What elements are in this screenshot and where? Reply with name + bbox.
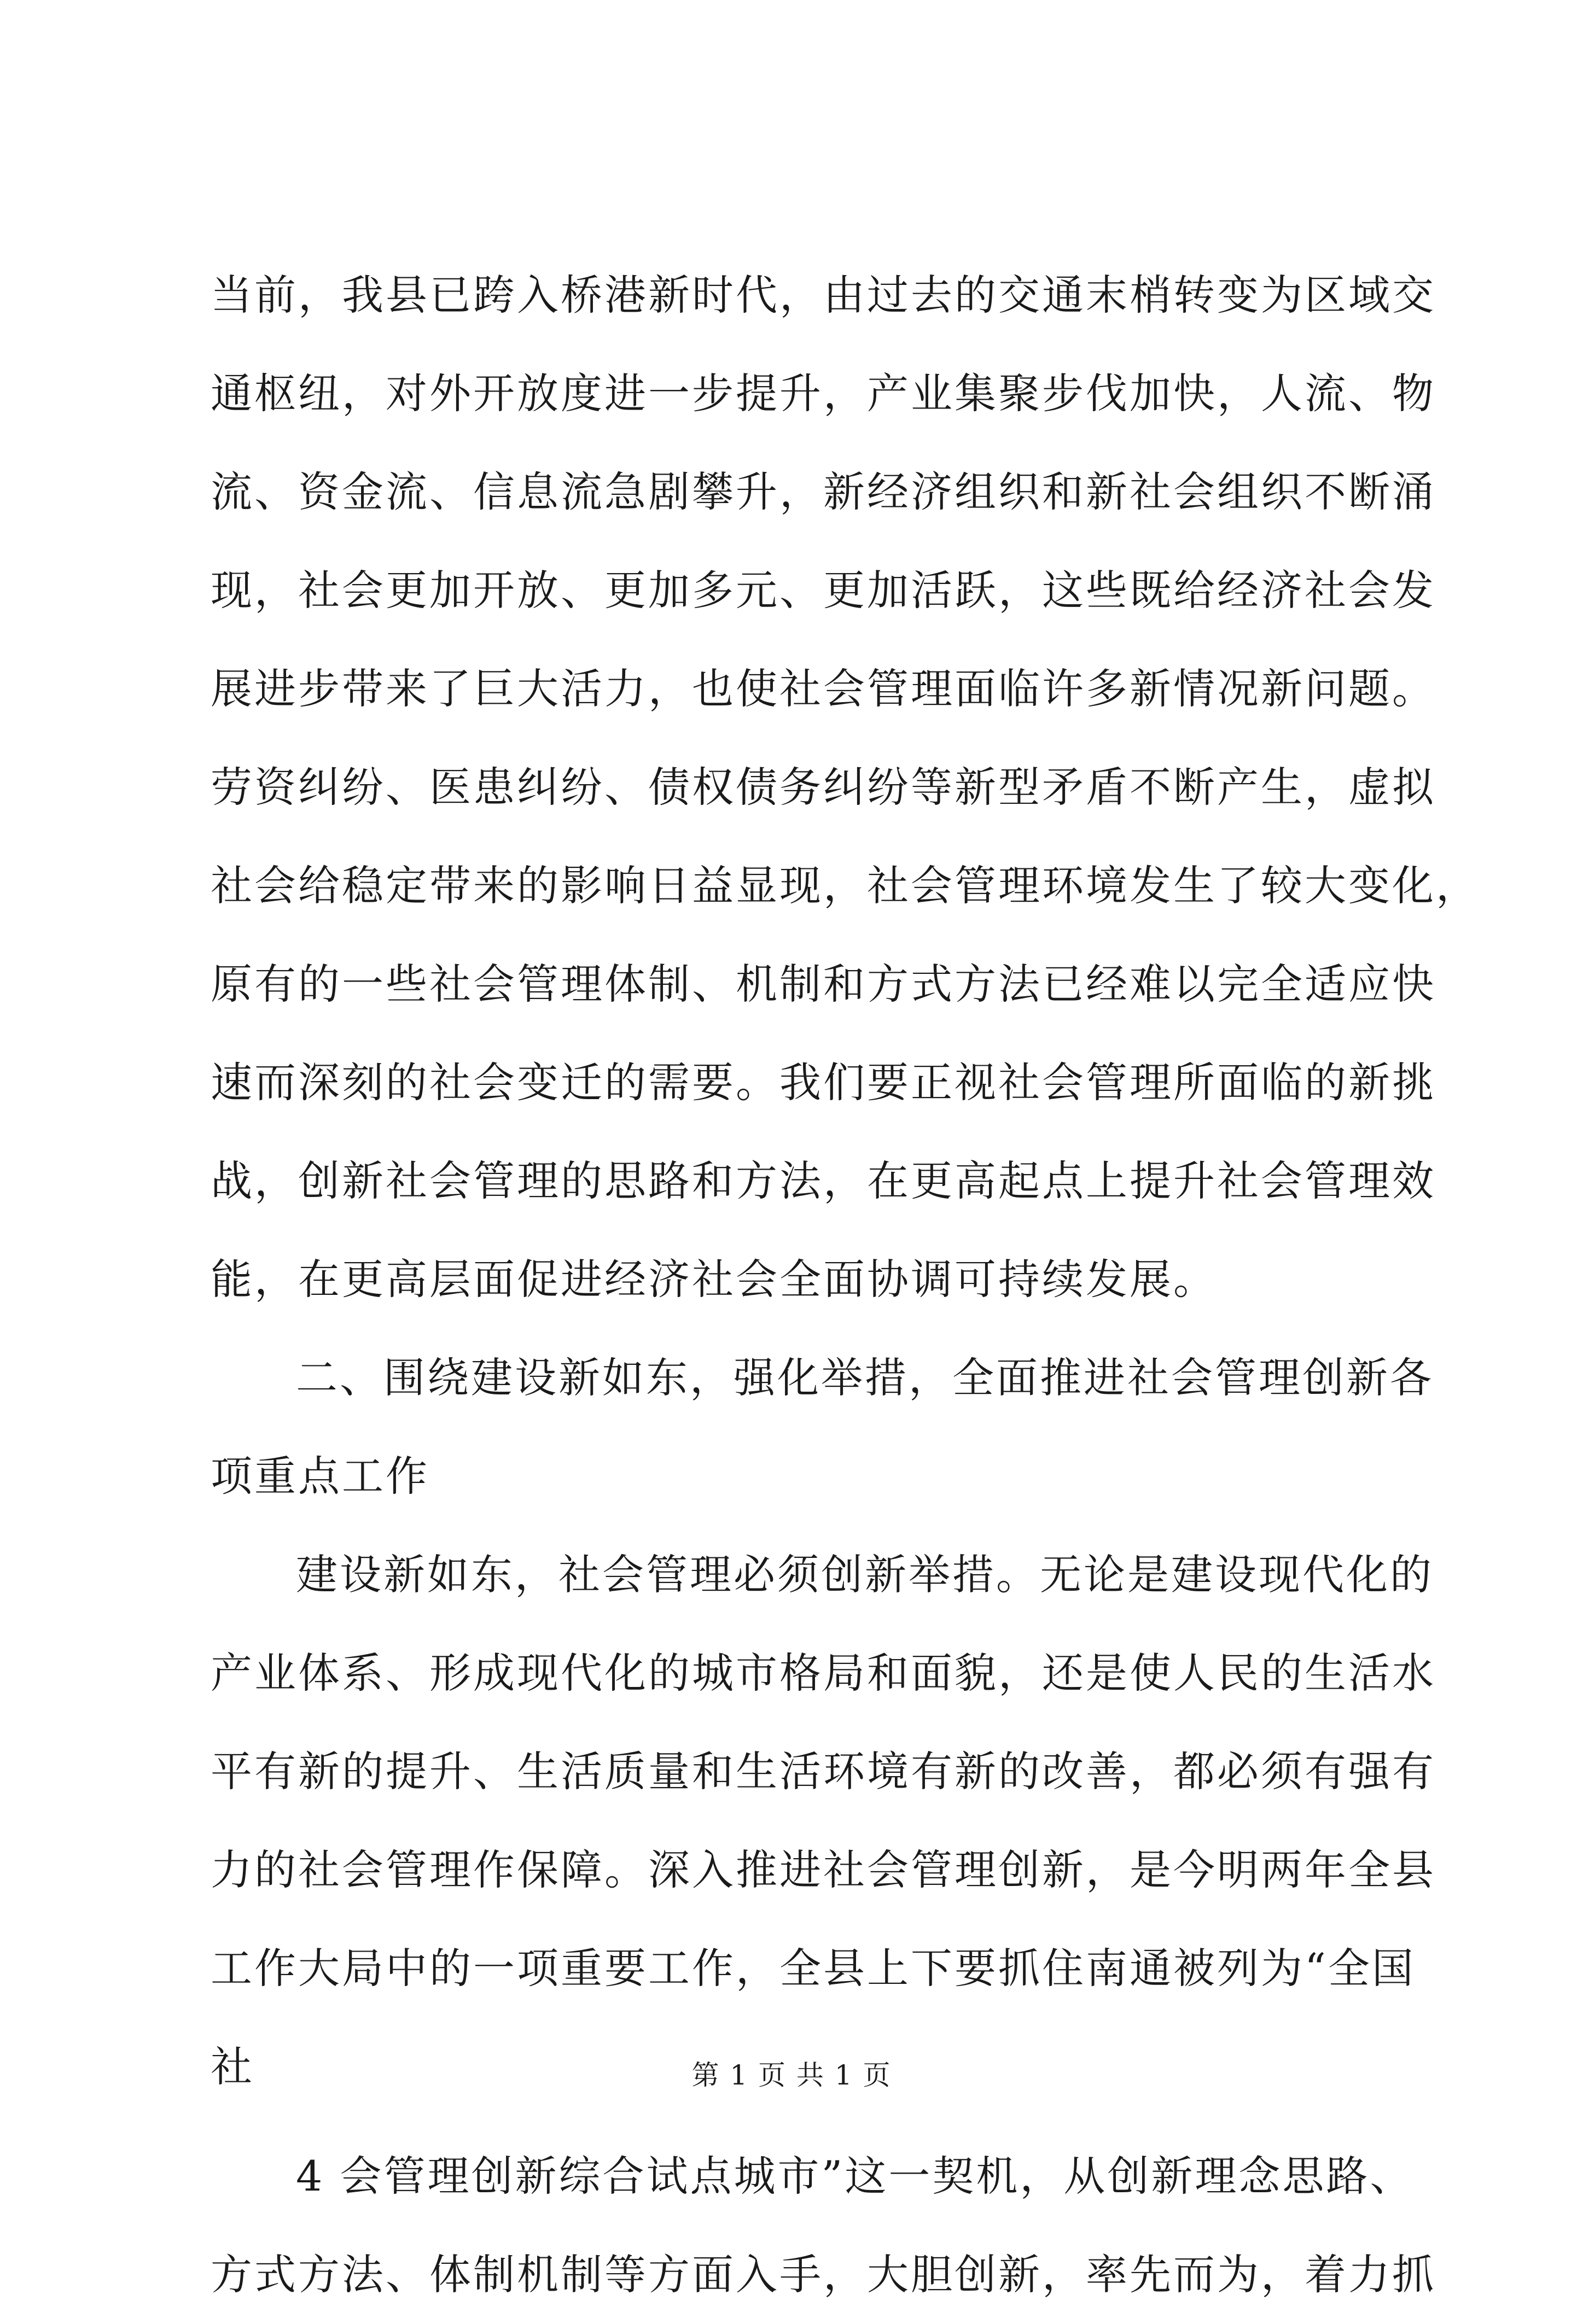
text-line: 速而深刻的社会变迁的需要。我们要正视社会管理所面临的新挑 bbox=[211, 1058, 1436, 1107]
text-line: 平有新的提升、生活质量和生活环境有新的改善，都必须有强有 bbox=[211, 1747, 1436, 1796]
text-line: 工作大局中的一项重要工作，全县上下要抓住南通被列为“全国 bbox=[211, 1944, 1416, 1993]
text-line: 社 bbox=[211, 2042, 254, 2091]
text-line: 社会给稳定带来的影响日益显现，社会管理环境发生了较大变化， bbox=[211, 861, 1480, 910]
text-line: 产业体系、形成现代化的城市格局和面貌，还是使人民的生活水 bbox=[211, 1649, 1436, 1697]
text-line: 现，社会更加开放、更加多元、更加活跃，这些既给经济社会发 bbox=[211, 566, 1436, 615]
text-line: 劳资纠纷、医患纠纷、债权债务纠纷等新型矛盾不断产生，虚拟 bbox=[211, 763, 1436, 811]
text-line: 方式方法、体制机制等方面入手，大胆创新，率先而为，着力抓 bbox=[211, 2250, 1436, 2299]
document-body bbox=[211, 246, 1480, 2324]
text-line: 建设新如东，社会管理必须创新举措。无论是建设现代化的 bbox=[296, 1550, 1434, 1599]
page-number-footer: 第 1 页 共 1 页 bbox=[691, 2059, 892, 2091]
text-line: 流、资金流、信息流急剧攀升，新经济组织和新社会组织不断涌 bbox=[211, 468, 1436, 516]
text-line: 战，创新社会管理的思路和方法，在更高起点上提升社会管理效 bbox=[211, 1157, 1436, 1205]
text-line: 能，在更高层面促进经济社会全面协调可持续发展。 bbox=[211, 1255, 1217, 1304]
text-line: 4 会管理创新综合试点城市”这一契机，从创新理念思路、 bbox=[296, 2152, 1414, 2200]
text-line: 通枢纽，对外开放度进一步提升，产业集聚步伐加快，人流、物 bbox=[211, 369, 1436, 418]
section-heading-continuation: 项重点工作 bbox=[211, 1452, 429, 1500]
text-line: 展进步带来了巨大活力，也使社会管理面临许多新情况新问题。 bbox=[211, 664, 1436, 713]
section-heading: 二、围绕建设新如东，强化举措，全面推进社会管理创新各 bbox=[296, 1353, 1434, 1402]
text-line: 原有的一些社会管理体制、机制和方式方法已经难以完全适应快 bbox=[211, 960, 1436, 1008]
text-line: 当前，我县已跨入桥港新时代，由过去的交通末梢转变为区域交 bbox=[211, 271, 1436, 319]
text-line: 力的社会管理作保障。深入推进社会管理创新，是今明两年全县 bbox=[211, 1846, 1436, 1894]
